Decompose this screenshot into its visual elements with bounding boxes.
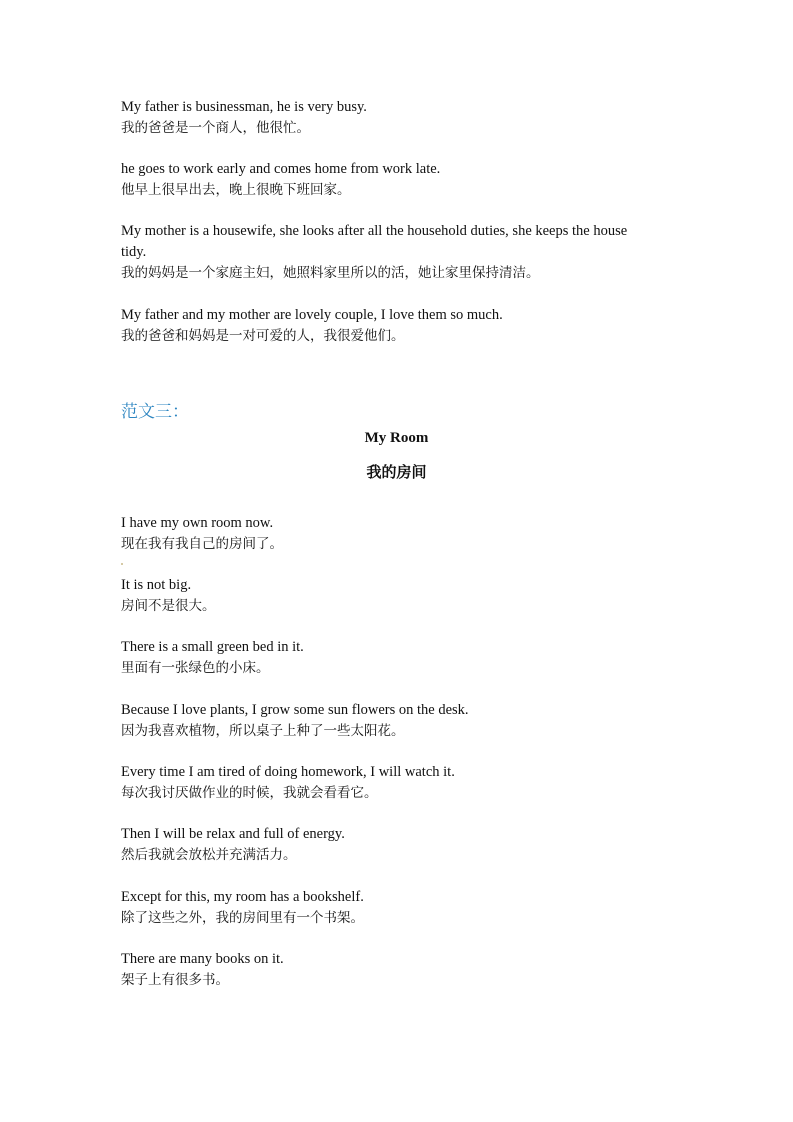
chinese-translation: 每次我讨厌做作业的时候，我就会看看它。 — [121, 785, 378, 801]
english-sentence: Because I love plants, I grow some sun flowers on the desk. — [121, 702, 469, 718]
essay-title-english: My Room — [364, 430, 429, 446]
essay-paragraph — [121, 762, 661, 804]
paragraph-mother-housewife — [121, 221, 646, 284]
chinese-translation: 里面有一张绿色的小床。 — [121, 660, 270, 676]
english-sentence: There are many books on it. — [121, 951, 284, 967]
english-sentence: There is a small green bed in it. — [121, 639, 304, 655]
chinese-translation: 我的爸爸和妈妈是一对可爱的人，我很爱他们。 — [121, 328, 405, 344]
chinese-translation: 房间不是很大。 — [121, 598, 216, 614]
chinese-translation: 除了这些之外，我的房间里有一个书架。 — [121, 910, 364, 926]
english-sentence: Then I will be relax and full of energy. — [121, 826, 345, 842]
chinese-translation: 现在我有我自己的房间了。 — [121, 536, 283, 552]
essay-paragraph — [121, 575, 661, 617]
paragraph-father-business — [121, 97, 661, 139]
english-sentence: My father is businessman, he is very busy. — [121, 99, 367, 115]
section-label: 范文三： — [121, 402, 189, 422]
english-sentence: My mother is a housewife, she looks after all the household duties, she keeps the house tidy. — [121, 223, 628, 260]
chinese-translation: 我的爸爸是一个商人，他很忙。 — [121, 120, 310, 136]
paragraph-lovely-couple — [121, 305, 661, 347]
essay-title-chinese: 我的房间 — [366, 463, 427, 481]
english-sentence: I have my own room now. — [121, 515, 274, 531]
essay-paragraph — [121, 887, 661, 929]
chinese-translation: 架子上有很多书。 — [121, 972, 229, 988]
essay-paragraph — [121, 824, 661, 866]
chinese-translation: 然后我就会放松并充满活力。 — [121, 847, 297, 863]
paragraph-work-schedule — [121, 159, 661, 201]
essay-paragraph — [121, 949, 661, 991]
chinese-translation: 因为我喜欢植物，所以桌子上种了一些太阳花。 — [121, 723, 405, 739]
english-sentence: Every time I am tired of doing homework, I will watch it. — [121, 764, 455, 780]
chinese-translation: 我的妈妈是一个家庭主妇，她照料家里所以的活，她让家里保持清洁。 — [121, 265, 540, 281]
chinese-translation: 他早上很早出去，晚上很晚下班回家。 — [121, 182, 351, 198]
essay-paragraph — [121, 513, 661, 555]
english-sentence: It is not big. — [121, 577, 192, 593]
essay-paragraph — [121, 637, 661, 679]
english-sentence: Except for this, my room has a bookshelf. — [121, 889, 364, 905]
stray-mark — [121, 563, 123, 565]
essay-paragraph — [121, 700, 661, 742]
english-sentence: he goes to work early and comes home from work late. — [121, 161, 441, 177]
english-sentence: My father and my mother are lovely couple, I love them so much. — [121, 307, 503, 323]
